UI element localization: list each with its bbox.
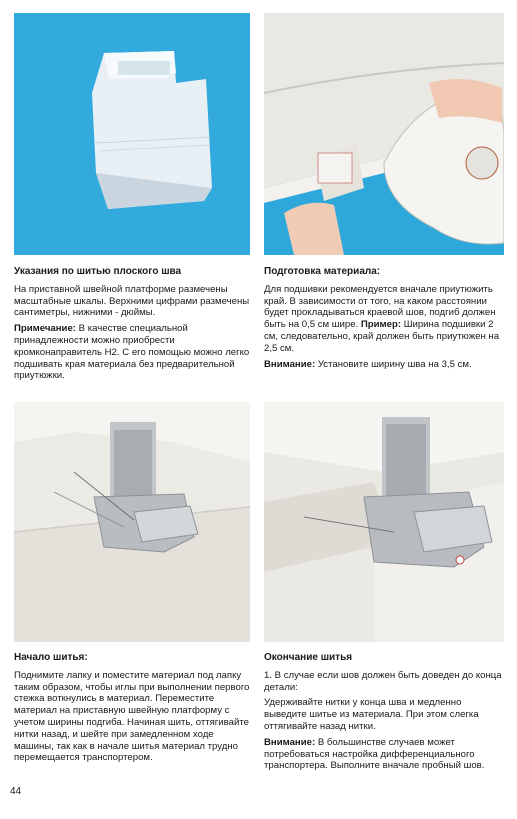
material-prep-section <box>264 266 504 374</box>
material-prep-body-1: Для подшивки рекомендуется вначале приутюжить край. В зависимости от того, на каком расстоянии будет прокладываться краевой шов, подгиб должен быть на 0,5 см шире. <box>264 283 496 331</box>
start-sewing-heading: Начало шитья: <box>14 652 88 663</box>
flat-seam-body: На приставной швейной платформе размечены масштабные шкалы. Верхними цифрами размечены сантиметры, нижними - дюймы. <box>14 283 250 319</box>
flat-seam-note <box>14 323 250 382</box>
attention-text: В большинстве случаев может потребоваться настройка дифференциального транспортера. Выполните вначале пробный шов. <box>264 736 485 772</box>
sewing-end-photo <box>264 402 504 642</box>
attention-text: Установите ширину шва на 3,5 см. <box>315 358 472 370</box>
note-text: В качестве специальной принадлежности можно приобрести кромконаправитель H2. С его помощью можно легко подшивать края материала без предварительной приутюжки. <box>14 323 250 382</box>
extension-table-photo <box>14 13 250 255</box>
start-sewing-body: Поднимите лапку и поместите материал под лапку таким образом, чтобы иглы при выполнении первого стежка воткнулись в материал. Переместите материал на приставную швейную платформу с учетом ширины подгиба. Начиная шить, оттягивайте нитки назад, и шейте при замедленном ходе машины, так как в начале шитья материал трудно перемещается транспортером. <box>14 669 250 764</box>
flat-seam-heading: Указания по шитью плоского шва <box>14 266 182 277</box>
ironing-hem-photo <box>264 13 504 255</box>
end-sewing-section <box>264 652 504 776</box>
example-label: Пример: <box>360 319 402 331</box>
material-prep-body <box>264 284 504 355</box>
end-sewing-body-1: 1. В случае если шов должен быть доведен до конца детали: <box>264 669 502 693</box>
material-prep-attention <box>264 359 504 371</box>
end-sewing-attention <box>264 737 504 772</box>
flat-seam-section <box>14 266 250 386</box>
end-sewing-heading: Окончание шитья <box>264 652 353 663</box>
start-sewing-section <box>14 652 252 768</box>
end-sewing-body-2: Удерживайте нитки у конца шва и медленно выведите шитье из материала. При этом слегка оттягивайте назад нитки. <box>264 697 479 732</box>
note-label: Примечание: <box>14 323 76 335</box>
material-prep-heading: Подготовка материала: <box>264 266 381 277</box>
material-prep-body-2: Ширина подшивки 2 см, следовательно, край должен быть приутюжен на 2,5 см. <box>264 319 500 354</box>
sewing-start-photo <box>14 402 250 642</box>
attention-label: Внимание: <box>264 736 316 748</box>
page-number: 44 <box>10 786 22 797</box>
attention-label: Внимание: <box>264 358 316 370</box>
